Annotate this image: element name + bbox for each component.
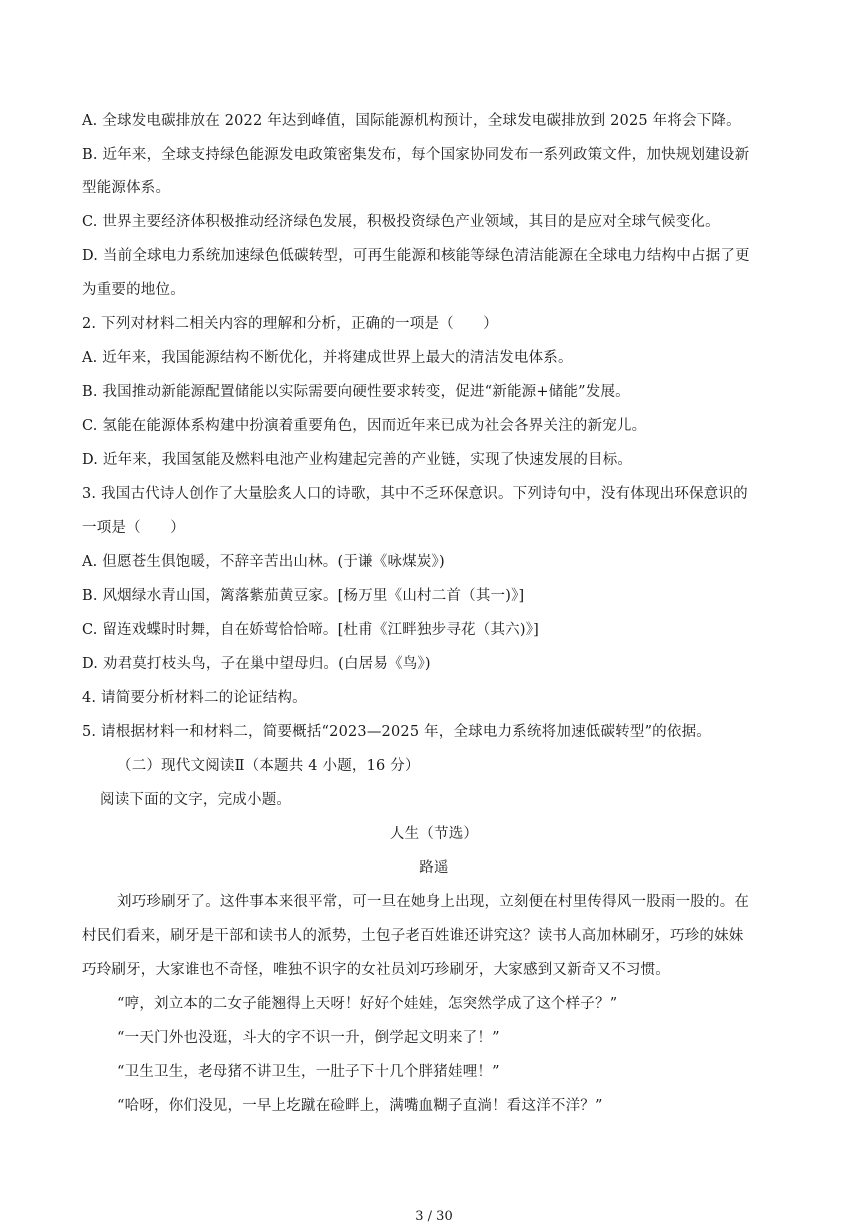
question-2: 2. 下列对材料二相关内容的理解和分析，正确的一项是（ ） [82,316,498,332]
option-1a: A. 全球发电碳排放在 2022 年达到峰值，国际能源机构预计，全球发电碳排放到 2025 年将会下降。 [82,113,741,129]
page-number: 3 / 30 [415,1209,453,1224]
question-3-line1: 3. 我国古代诗人创作了大量脍炙人口的诗歌，其中不乏环保意识。下列诗句中，没有体现出环保意识的 [82,486,748,502]
question-5: 5. 请根据材料一和材料二，简要概括“2023—2025 年，全球电力系统将加速低碳转型”的依据。 [82,724,711,740]
story-author: 路遥 [419,860,449,876]
story-paragraph-line1: 刘巧珍刷牙了。这件事本来很平常，可一旦在她身上出现，立刻便在村里传得风一股雨一股的。在 [117,894,750,910]
option-1b-line2: 型能源体系。 [82,180,171,196]
option-1c: C. 世界主要经济体积极推动经济绿色发展，积极投资绿色产业领域，其目的是应对全球气候变化。 [82,214,720,230]
question-3-line2: 一项是（ ） [82,520,185,536]
option-3b: B. 风烟绿水青山国，篱落紫茄黄豆家。[杨万里《山村二首（其一)》] [82,588,525,604]
quote-2: “一天门外也没逛，斗大的字不识一升，倒学起文明来了！” [117,1030,500,1046]
quote-3: “卫生卫生，老母猪不讲卫生，一肚子下十几个胖猪娃哩！” [117,1064,500,1080]
story-title: 人生（节选） [389,826,479,842]
option-3c: C. 留连戏蝶时时舞，自在娇莺恰恰啼。[杜甫《江畔独步寻花（其六)》] [82,622,540,638]
reading-instruction: 阅读下面的文字，完成小题。 [100,792,292,808]
option-1d-line2: 为重要的地位。 [82,282,185,298]
option-2b: B. 我国推动新能源配置储能以实际需要向硬性要求转变，促进“新能源+储能”发展。 [82,384,630,400]
option-3d: D. 劝君莫打枝头鸟，子在巢中望母归。(白居易《鸟》) [82,656,431,672]
story-paragraph-line2: 村民们看来，刷牙是干部和读书人的派势，土包子老百姓谁还讲究这？读书人高加林刷牙，巧珍的妹妹 [82,928,744,944]
option-2c: C. 氢能在能源体系构建中扮演着重要角色，因而近年来已成为社会各界关注的新宠儿。 [82,418,647,434]
option-2a: A. 近年来，我国能源结构不断优化，并将建成世界上最大的清洁发电体系。 [82,350,573,366]
option-2d: D. 近年来，我国氢能及燃料电池产业构建起完善的产业链，实现了快速发展的目标。 [82,452,633,468]
quote-1: “哼，刘立本的二女子能翘得上天呀！好好个娃娃，怎突然学成了这个样子？” [117,996,618,1012]
story-paragraph-line3: 巧玲刷牙，大家谁也不奇怪，唯独不识字的女社员刘巧珍刷牙，大家感到又新奇又不习惯。 [82,962,670,978]
option-1d-line1: D. 当前全球电力系统加速绿色低碳转型，可再生能源和核能等绿色清洁能源在全球电力结构中占据了更 [82,248,750,264]
option-1b-line1: B. 近年来，全球支持绿色能源发电政策密集发布，每个国家协同发布一系列政策文件，加快规划建设新 [82,147,750,163]
option-3a: A. 但愿苍生俱饱暖，不辞辛苦出山林。(于谦《咏煤炭》) [82,554,445,570]
question-4: 4. 请简要分析材料二的论证结构。 [82,690,307,706]
section-heading: （二）现代文阅读Ⅱ（本题共 4 小题，16 分） [117,758,420,774]
quote-4: “哈呀，你们没见，一早上圪蹴在硷畔上，满嘴血糊子直淌！看这洋不洋？” [117,1098,603,1114]
